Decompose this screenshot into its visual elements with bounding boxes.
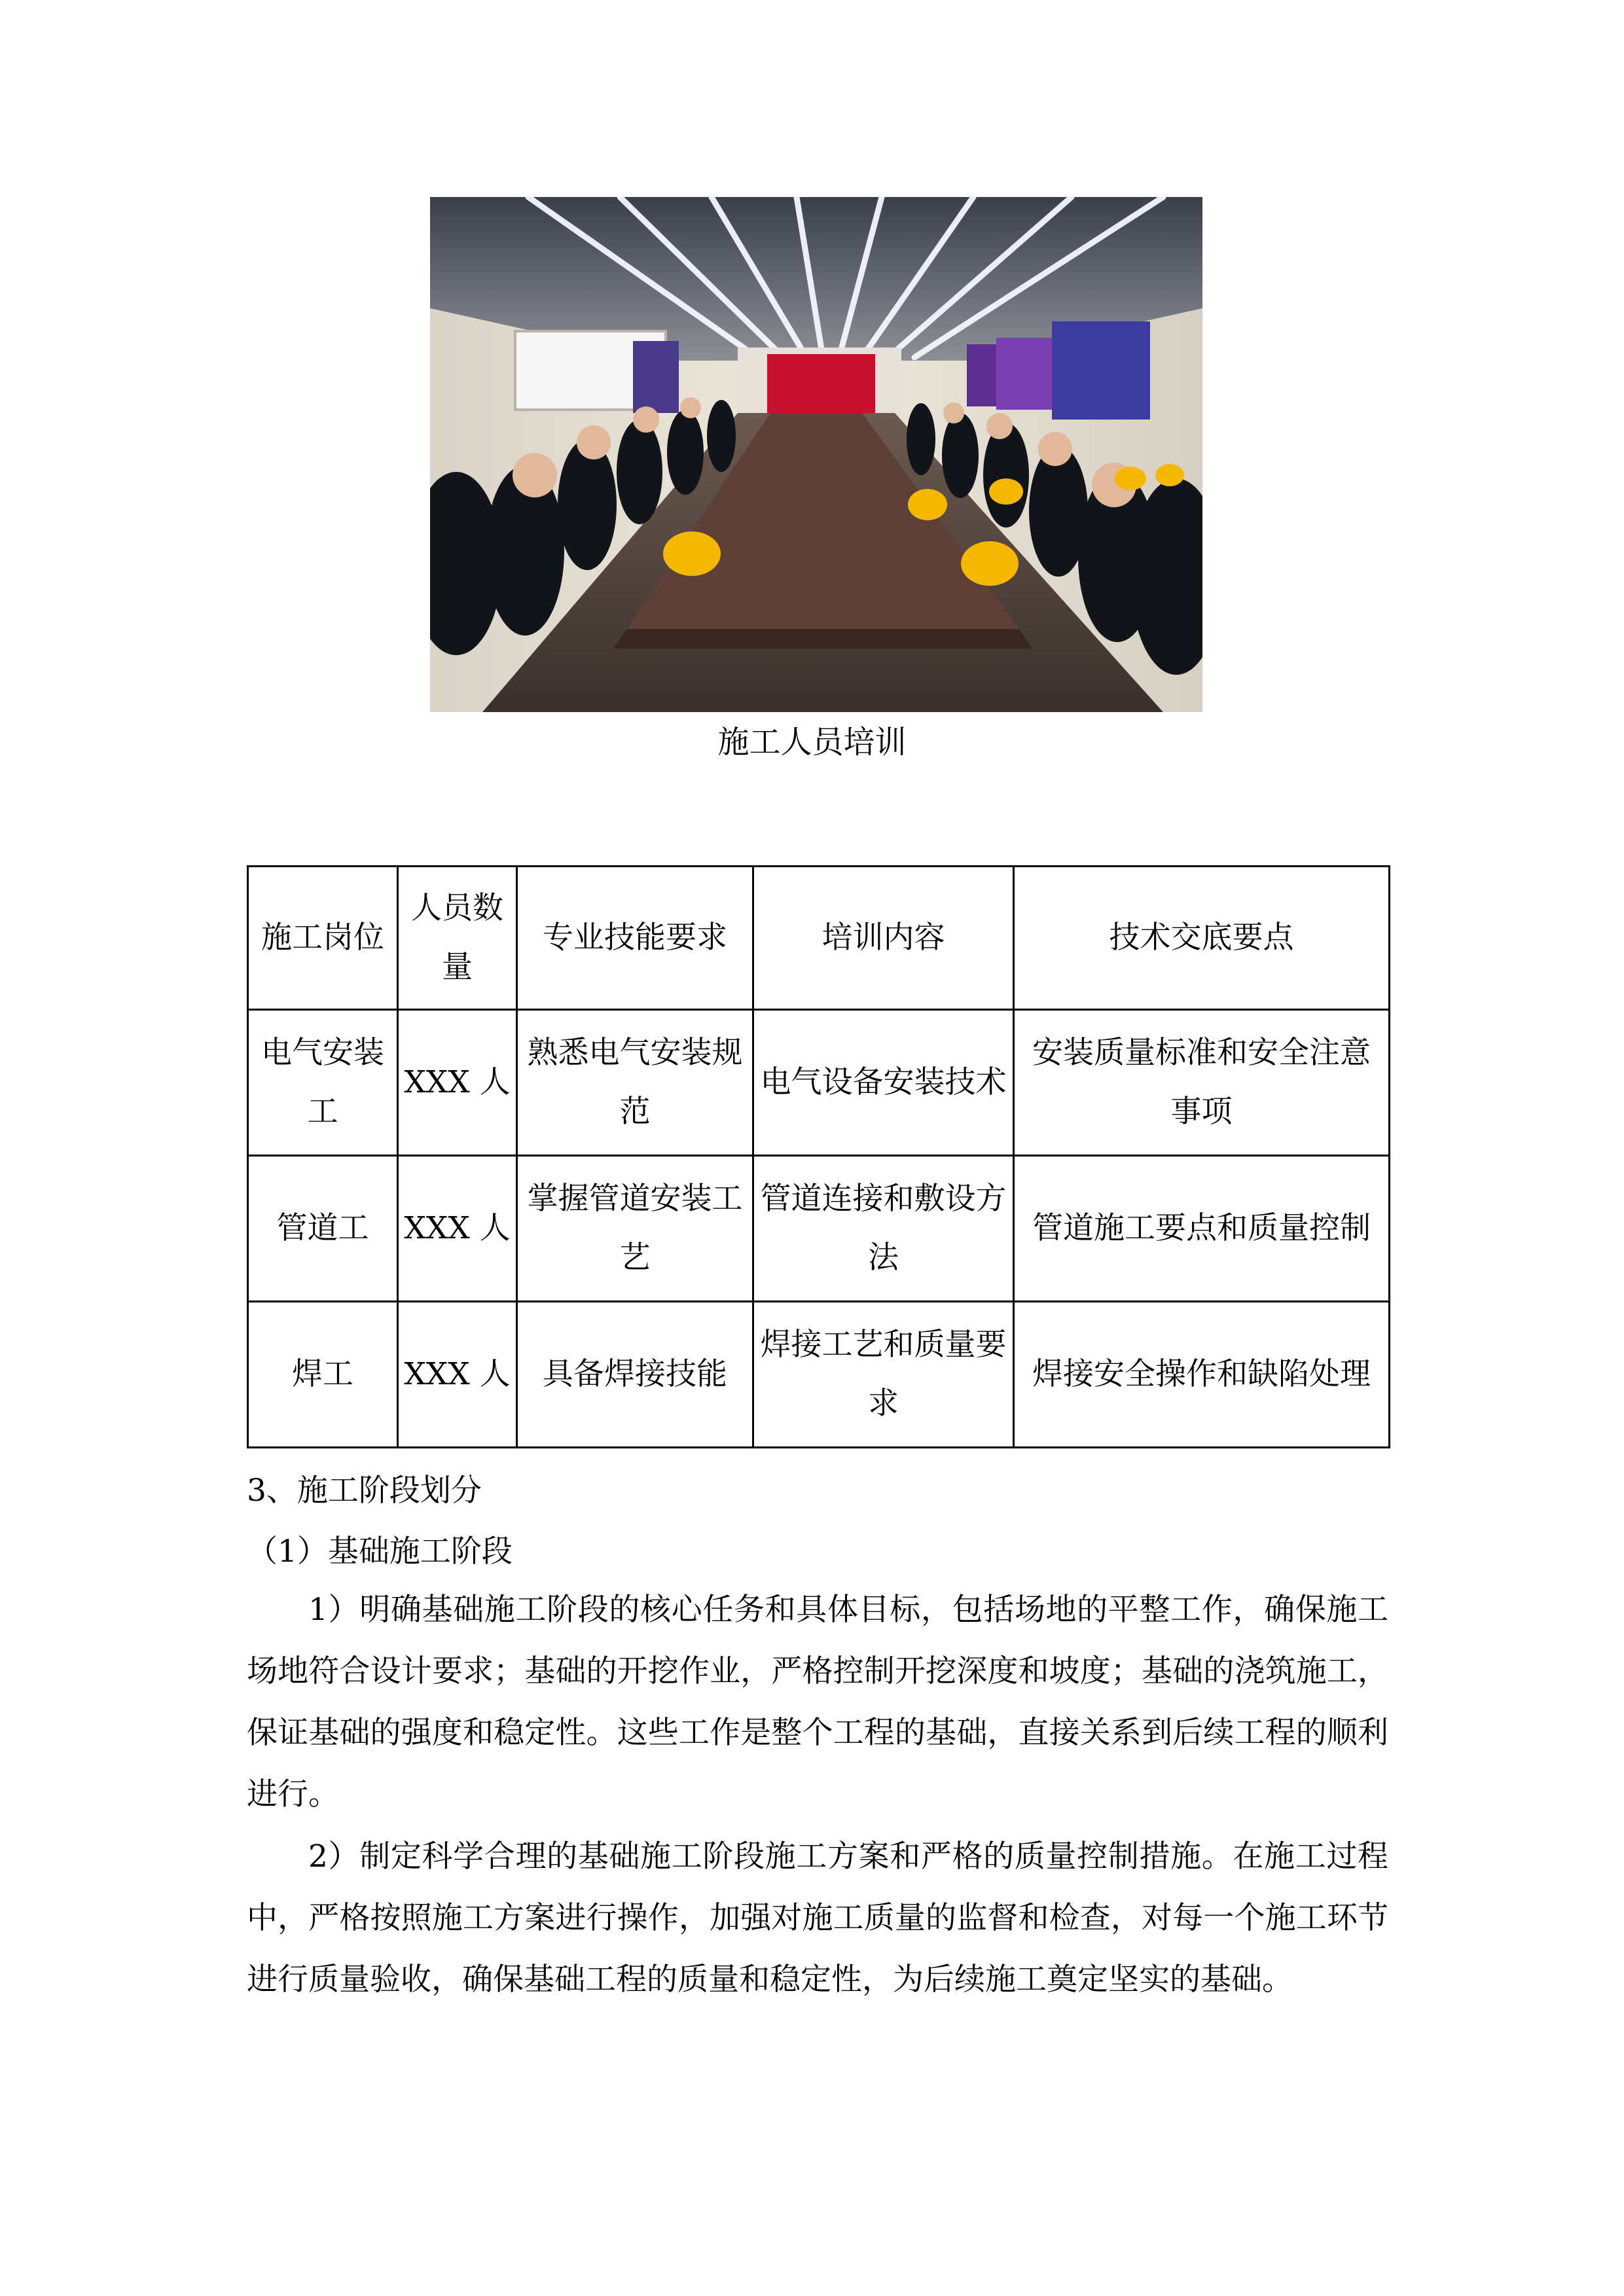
table-cell: 管道工 — [248, 1156, 398, 1302]
table-header-row — [248, 867, 1390, 1010]
header-cell: 培训内容 — [753, 867, 1014, 1010]
header-cell: 人员数量 — [398, 867, 517, 1010]
table-cell: 具备焊接技能 — [517, 1302, 753, 1448]
section-heading: 3、施工阶段划分 — [247, 1473, 482, 1509]
table-cell: 掌握管道安装工艺 — [517, 1156, 753, 1302]
table-cell: 焊工 — [248, 1302, 398, 1448]
table-cell: XXX 人 — [398, 1010, 517, 1156]
training-photo — [430, 197, 1202, 712]
table-cell: 电气设备安装技术 — [753, 1010, 1014, 1156]
table-cell: 焊接安全操作和缺陷处理 — [1014, 1302, 1390, 1448]
table-cell: 安装质量标准和安全注意事项 — [1014, 1010, 1390, 1156]
table-cell: XXX 人 — [398, 1156, 517, 1302]
header-cell: 技术交底要点 — [1014, 867, 1390, 1010]
header-cell: 专业技能要求 — [517, 867, 753, 1010]
table-row — [248, 1010, 1390, 1156]
paragraph-2: 2）制定科学合理的基础施工阶段施工方案和严格的质量控制措施。在施工过程中，严格按照施工方案进行操作，加强对施工质量的监督和检查，对每一个施工环节进行质量验收，确保基础工程的质量和稳定性，为后续施工奠定坚实的基础。 — [247, 1839, 1388, 1998]
table-cell: XXX 人 — [398, 1302, 517, 1448]
table-row — [248, 1302, 1390, 1448]
table-cell: 熟悉电气安装规范 — [517, 1010, 753, 1156]
header-cell: 施工岗位 — [248, 867, 398, 1010]
paragraph-1: 1）明确基础施工阶段的核心任务和具体目标，包括场地的平整工作，确保施工场地符合设计要求；基础的开挖作业，严格控制开挖深度和坡度；基础的浇筑施工，保证基础的强度和稳定性。这些工作是整个工程的基础，直接关系到后续工程的顺利进行。 — [247, 1592, 1388, 1812]
table-row — [248, 1156, 1390, 1302]
training-table — [247, 865, 1390, 1448]
photo-caption: 施工人员培训 — [717, 724, 907, 761]
subsection-heading: （1）基础施工阶段 — [247, 1534, 513, 1570]
table-cell: 管道施工要点和质量控制 — [1014, 1156, 1390, 1302]
meeting-room-illustration — [430, 197, 1202, 712]
table-cell: 焊接工艺和质量要求 — [753, 1302, 1014, 1448]
table-cell: 管道连接和敷设方法 — [753, 1156, 1014, 1302]
table-cell: 电气安装工 — [248, 1010, 398, 1156]
